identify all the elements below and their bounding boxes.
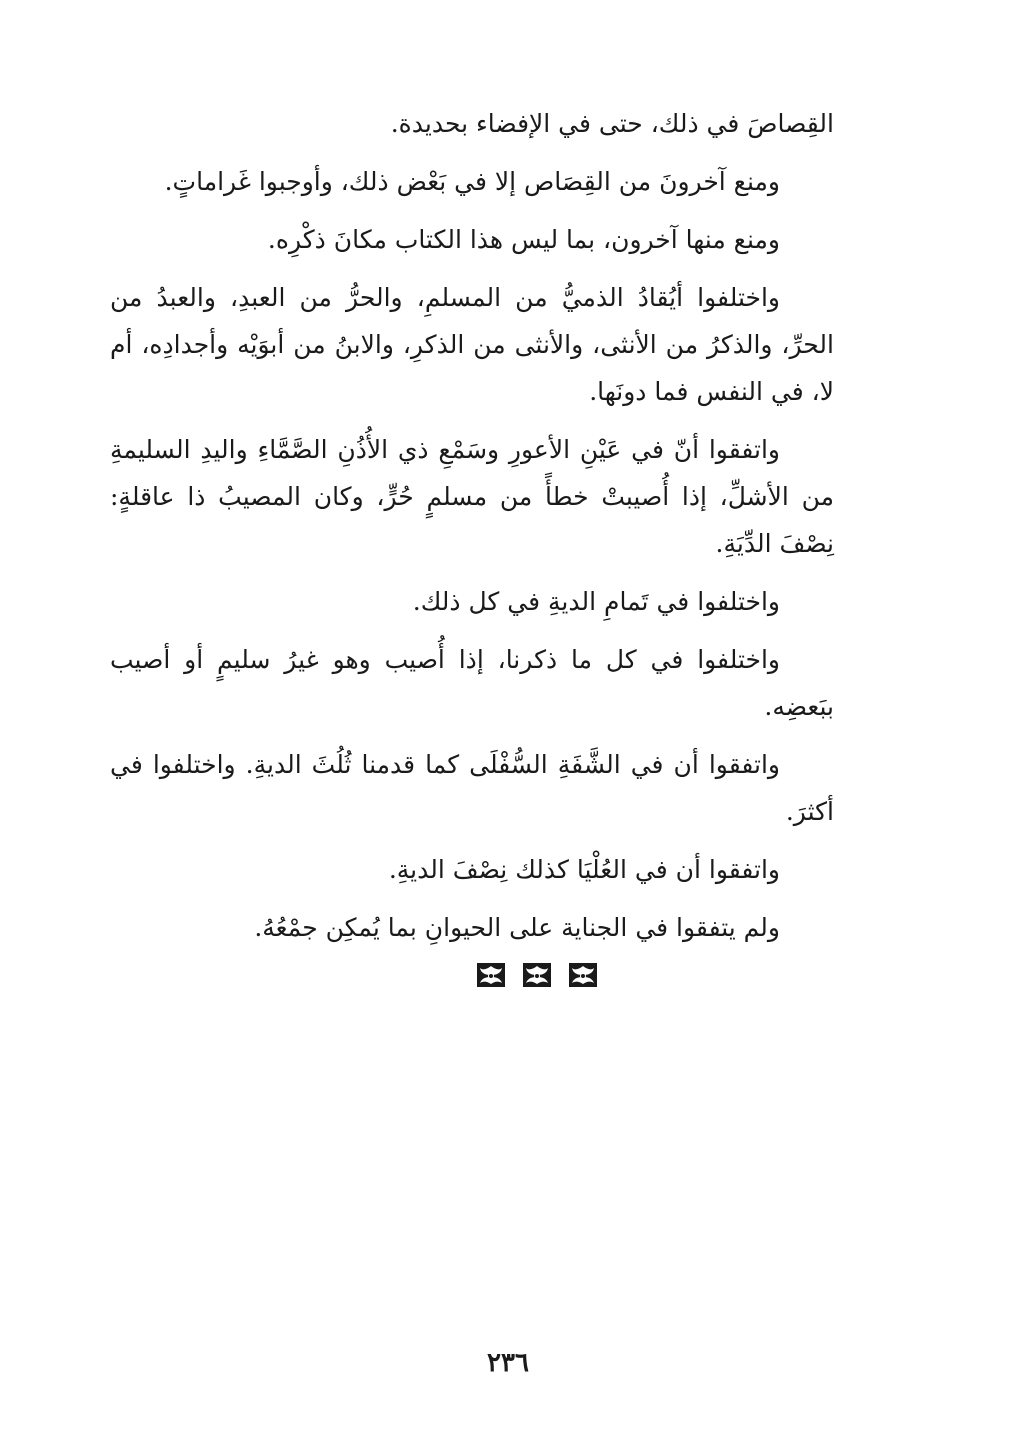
paragraph-7: واختلفوا في كل ما ذكرنا، إذا أُصيب وهو غيرُ سليمٍ أو أصيب ببَعضِه. — [110, 645, 834, 721]
section-ornament — [110, 962, 834, 988]
paragraph-10: ولم يتفقوا في الجناية على الحيوانِ بما يُمكِن جمْعُهُ. — [254, 913, 780, 942]
paragraph-1: القِصاصَ في ذلك، حتى في الإفضاء بحديدة. — [390, 109, 834, 138]
floral-ornament-icon — [476, 962, 506, 988]
floral-ornament-icon — [568, 962, 598, 988]
page-number — [0, 1348, 1024, 1378]
paragraph-8: واتفقوا أن في الشَّفَةِ السُّفْلَى كما قدمنا ثُلُثَ الديةِ. واختلفوا في أكثرَ. — [110, 750, 834, 826]
paragraph-3: ومنع منها آخرون، بما ليس هذا الكتاب مكانَ ذكْرِه. — [267, 225, 780, 254]
paragraph-9: واتفقوا أن في العُلْيَا كذلك نِصْفَ الديةِ. — [388, 855, 780, 884]
paragraph-4: واختلفوا أيُقادُ الذميُّ من المسلمِ، والحرُّ من العبدِ، والعبدُ من الحرِّ، والذكرُ من الأنثى، والأنثى من الذكرِ، والابنُ من أبوَيْه وأجدادِه، أم لا، في النفس فما دونَها. — [110, 283, 834, 406]
page-text — [110, 100, 834, 988]
paragraph-5: واتفقوا أنّ في عَيْنِ الأعورِ وسَمْعِ ذي الأُذُنِ الصَّمَّاءِ واليدِ السليمةِ من الأشلِّ، إذا أُصيبتْ خطأً من مسلمٍ حُرٍّ، وكان المصيبُ ذا عاقلةٍ: نِصْفَ الدِّيَةِ. — [110, 435, 834, 558]
paragraph-2: ومنع آخرونَ من القِصَاص إلا في بَعْض ذلك، وأوجبوا غَراماتٍ. — [164, 167, 780, 196]
floral-ornament-icon — [522, 962, 552, 988]
paragraph-6: واختلفوا في تَمامِ الديةِ في كل ذلك. — [412, 587, 780, 616]
page-number-text: ٢٣٦ — [487, 1348, 529, 1378]
